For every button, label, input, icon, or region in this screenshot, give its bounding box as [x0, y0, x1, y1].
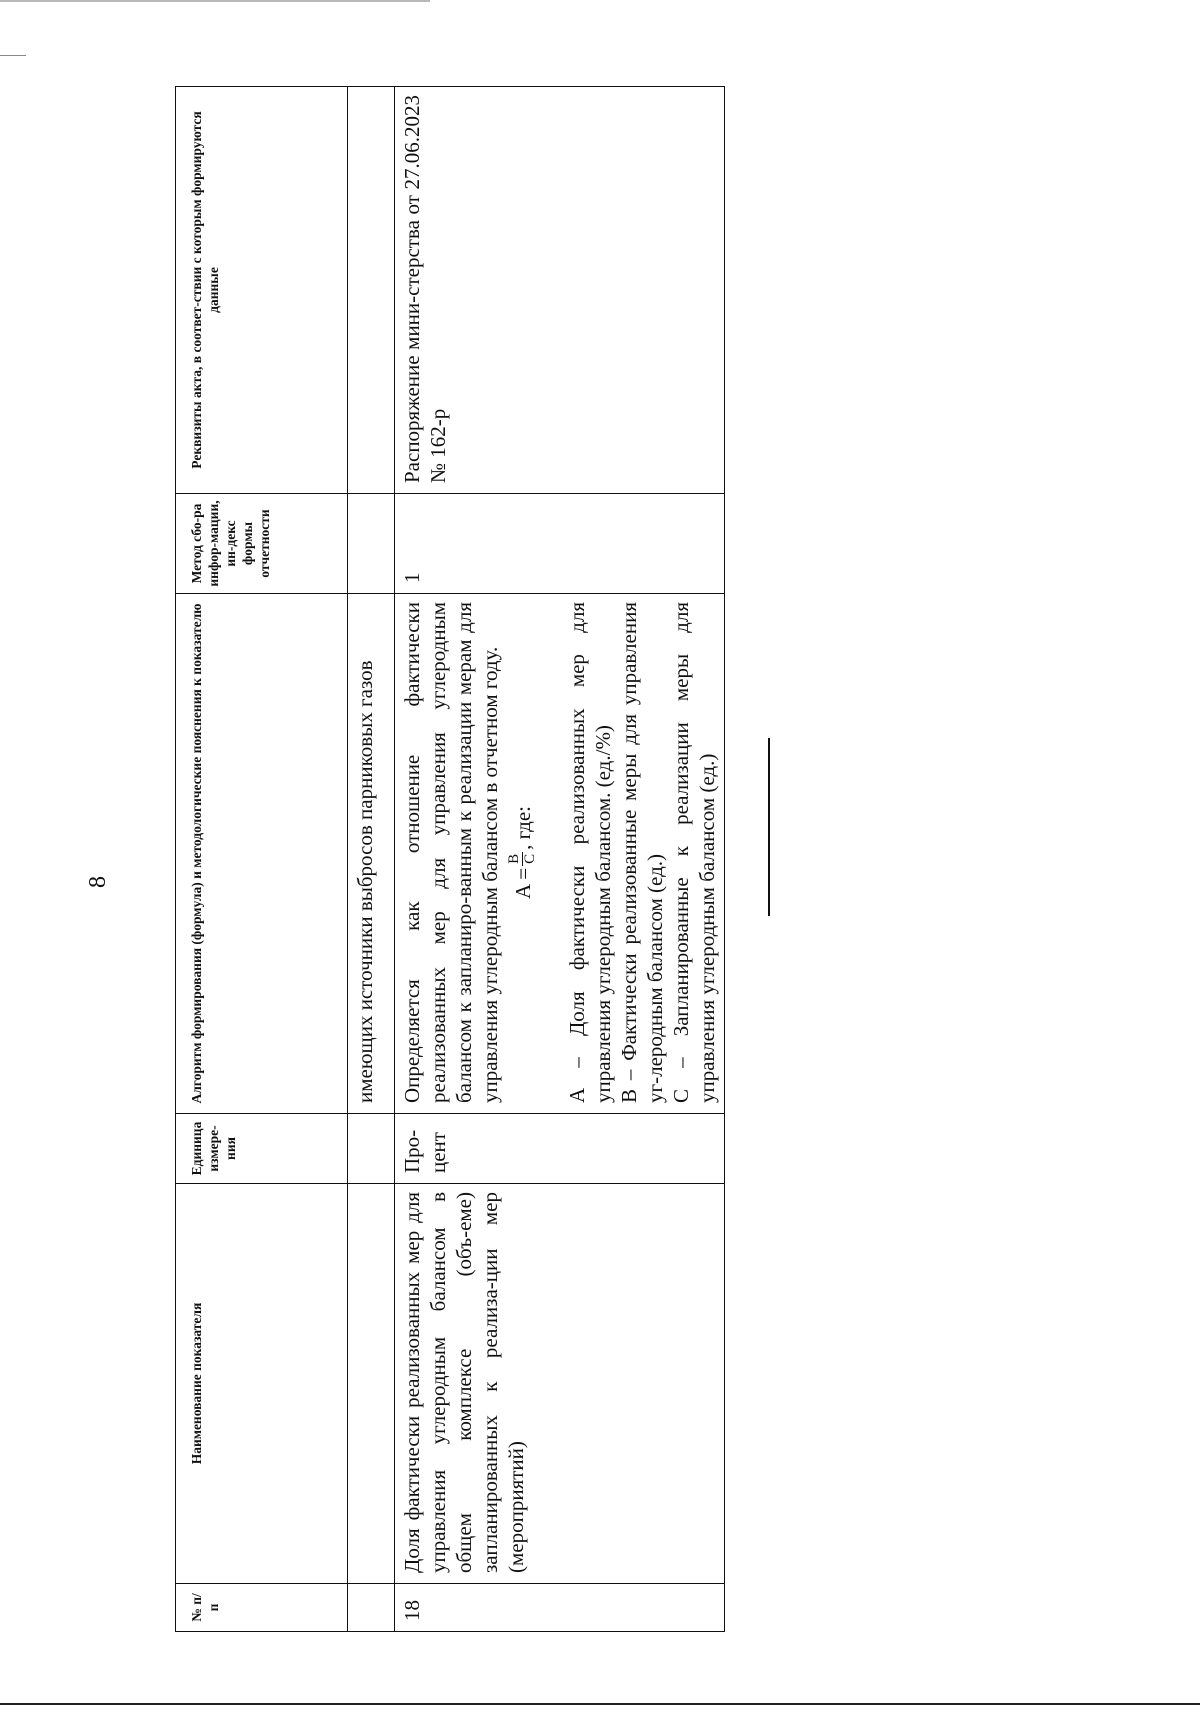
definition-a: A – Доля фактически реализованных мер для управления углеродным балансом. (ед./%): [565, 602, 615, 1103]
header-method: Метод сбо-ра инфор-мации, ин-декс формы отчетности: [176, 494, 348, 594]
row-method: 1: [395, 494, 725, 594]
cont-cell-requisites: [348, 87, 395, 494]
formula-numerator: B: [506, 853, 522, 864]
row-num: 18: [395, 1584, 725, 1632]
formula-fraction: [507, 852, 538, 866]
header-num: № п/п: [176, 1584, 348, 1632]
page-number: 8: [85, 876, 111, 888]
definition-b: B – Фактически реализованные меры для управления уг-леродным балансом (ед.): [617, 602, 667, 1103]
continuation-row: [348, 87, 395, 1632]
table-row: [395, 87, 725, 1632]
row-algorithm: [395, 594, 725, 1114]
algorithm-intro: Определяется как отношение фактически реализованных мер для управления углеродным балансом к запланиро-ванным к реализации мерам для управления углеродным балансом в отчетном году.: [400, 602, 502, 1103]
rotated-sheet: [175, 87, 1033, 1632]
cont-cell-algorithm: имеющих источники выбросов парниковых газов: [348, 594, 395, 1114]
row-requisites: Распоряжение мини-стерства от 27.06.2023 № 162-р: [395, 87, 725, 494]
formula: [507, 602, 538, 1103]
definition-c: C – Запланированные к реализации меры для управления углеродным балансом (ед.): [669, 602, 719, 1103]
cont-cell-unit: [348, 1114, 395, 1184]
formula-lhs: A =: [510, 867, 535, 900]
formula-suffix: , где:: [510, 805, 535, 850]
cont-cell-name: [348, 1184, 395, 1584]
cont-cell-method: [348, 494, 395, 594]
header-unit: Единица измере-ния: [176, 1114, 348, 1184]
cont-cell-num: [348, 1584, 395, 1632]
scan-edge-top: [0, 0, 430, 2]
formula-denominator: C: [522, 853, 538, 864]
row-unit: Про-цент: [395, 1114, 725, 1184]
row-indicator-name: Доля фактически реализованных мер для управления углеродным балансом в общем комплексе (объ-еме) запланированных к реализа-ции мер (мероприятий): [395, 1184, 725, 1584]
table-header-row: [176, 87, 348, 1632]
scan-edge-bottom: [0, 1703, 1200, 1705]
header-name: Наименование показателя: [176, 1184, 348, 1584]
header-requisites: Реквизиты акта, в соответ-ствии с которым формируются данные: [176, 87, 348, 494]
scan-margin-mark: [0, 55, 26, 56]
header-algorithm: Алгоритм формирования (формула) и методологические пояснения к показателю: [176, 594, 348, 1114]
indicator-table: [175, 86, 725, 1632]
